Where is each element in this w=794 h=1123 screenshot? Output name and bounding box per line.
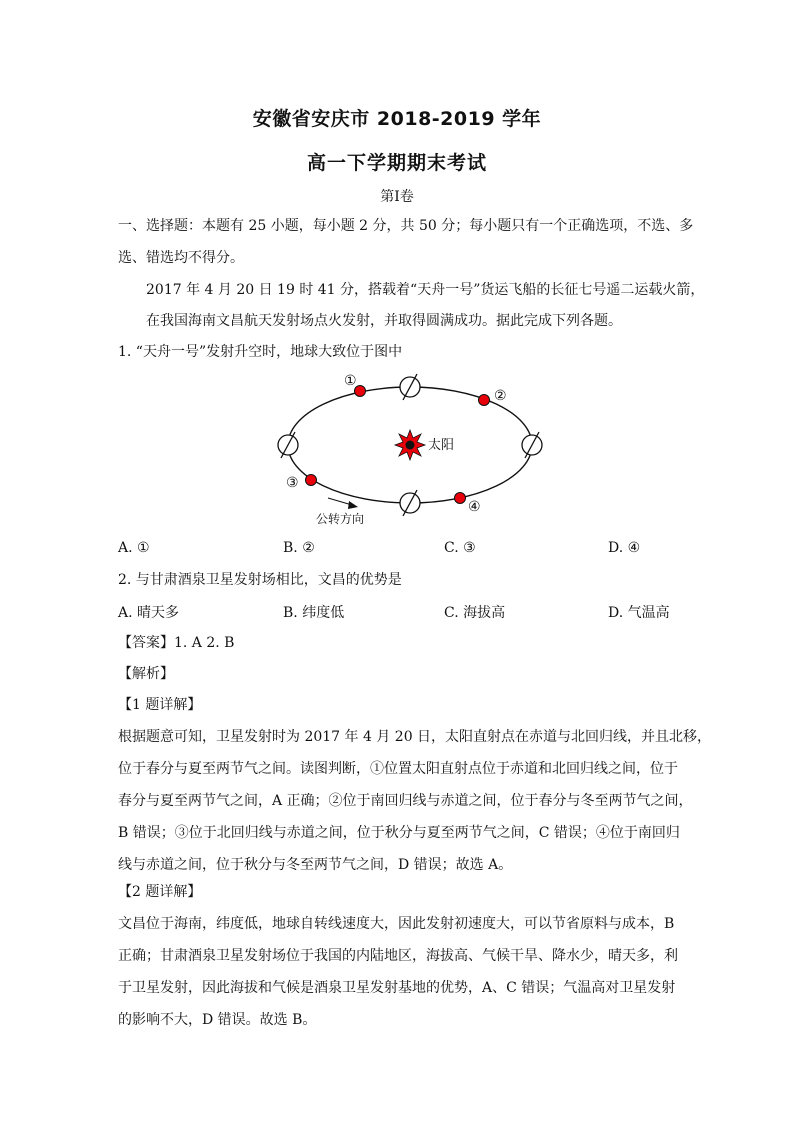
- sun-label: 太阳: [428, 438, 455, 453]
- section-instructions-line-2: 选、错选均不得分。: [118, 250, 244, 266]
- earth-top: [400, 374, 420, 400]
- marker-4: ④: [468, 499, 481, 515]
- marker-3: ③: [286, 475, 299, 491]
- document-subtitle: 高一下学期期末考试: [306, 152, 487, 174]
- q1-option-d[interactable]: D. ④: [608, 540, 641, 556]
- earth-right: [522, 432, 542, 458]
- document-title: 安徽省安庆市 2018-2019 学年: [252, 108, 542, 130]
- volume-label: 第Ⅰ卷: [380, 189, 414, 205]
- position-dot-4: [455, 493, 466, 504]
- detail-1-heading: 【1 题详解】: [118, 697, 202, 713]
- detail-2-body: [118, 908, 678, 1036]
- q1-option-a[interactable]: A. ①: [118, 540, 150, 556]
- position-dot-2: [479, 395, 490, 406]
- detail-2-heading: 【2 题详解】: [118, 884, 202, 900]
- detail-1-line: 根据题意可知，卫星发射时为 2017 年 4 月 20 日，太阳直射点在赤道与北回归线，并且北移，: [118, 729, 712, 745]
- detail-2-line: 于卫星发射，因此海拔和气候是酒泉卫星发射基地的优势，A、C 错误；气温高对卫星发射: [118, 980, 676, 996]
- answer-line: 【答案】1. A 2. B: [118, 635, 235, 651]
- analysis-heading: 【解析】: [118, 666, 174, 682]
- detail-2-line: 文昌位于海南，纬度低，地球自转线速度大，因此发射初速度大，可以节省原料与成本，B: [118, 916, 675, 932]
- q1-option-c[interactable]: C. ③: [444, 540, 476, 556]
- marker-1: ①: [344, 373, 357, 389]
- passage-line-1: 2017 年 4 月 20 日 19 时 41 分，搭载着“天舟一号”货运飞船的长征七号遥二运载火箭，: [146, 282, 705, 298]
- direction-label: 公转方向: [316, 512, 365, 526]
- detail-1-line: B 错误；③位于北回归线与赤道之间，位于秋分与夏至两节气之间，C 错误；④位于南回归: [118, 825, 680, 841]
- q2-option-a[interactable]: A. 晴天多: [118, 605, 180, 621]
- section-instructions-line-1: 一、选择题：本题有 25 小题，每小题 2 分，共 50 分；每小题只有一个正确选项，不选、多: [118, 218, 694, 234]
- orbit-diagram: [270, 368, 560, 528]
- direction-arrowhead: [348, 501, 358, 509]
- q2-option-d[interactable]: D. 气温高: [608, 605, 670, 621]
- earth-bottom: [400, 490, 420, 516]
- sun-icon: [395, 430, 425, 460]
- detail-1-line: 春分与夏至两节气之间，A 正确；②位于南回归线与赤道之间，位于春分与冬至两节气之间，: [118, 793, 693, 809]
- earth-left: [278, 432, 298, 458]
- detail-1-line: 线与赤道之间，位于秋分与冬至两节气之间，D 错误；故选 A。: [118, 857, 513, 873]
- passage-line-2: 在我国海南文昌航天发射场点火发射，并取得圆满成功。据此完成下列各题。: [146, 313, 622, 329]
- marker-2: ②: [494, 388, 507, 404]
- q1-option-b[interactable]: B. ②: [283, 540, 315, 556]
- q2-option-b[interactable]: B. 纬度低: [283, 605, 345, 621]
- detail-1-body: [118, 721, 712, 881]
- q2-option-c[interactable]: C. 海拔高: [444, 605, 506, 621]
- position-dot-3: [306, 475, 317, 486]
- detail-2-line: 正确；甘肃酒泉卫星发射场位于我国的内陆地区，海拔高、气候干旱、降水少，晴天多，利: [118, 948, 678, 964]
- question-2-options: [118, 602, 678, 630]
- question-1-stem: 1. “天舟一号”发射升空时，地球大致位于图中: [118, 344, 403, 360]
- detail-2-line: 的影响不大，D 错误。故选 B。: [118, 1012, 317, 1028]
- direction-arrow: [328, 498, 352, 505]
- question-2-stem: 2. 与甘肃酒泉卫星发射场相比，文昌的优势是: [118, 572, 402, 588]
- detail-1-line: 位于春分与夏至两节气之间。读图判断，①位置太阳直射点位于赤道和北回归线之间，位于: [118, 761, 678, 777]
